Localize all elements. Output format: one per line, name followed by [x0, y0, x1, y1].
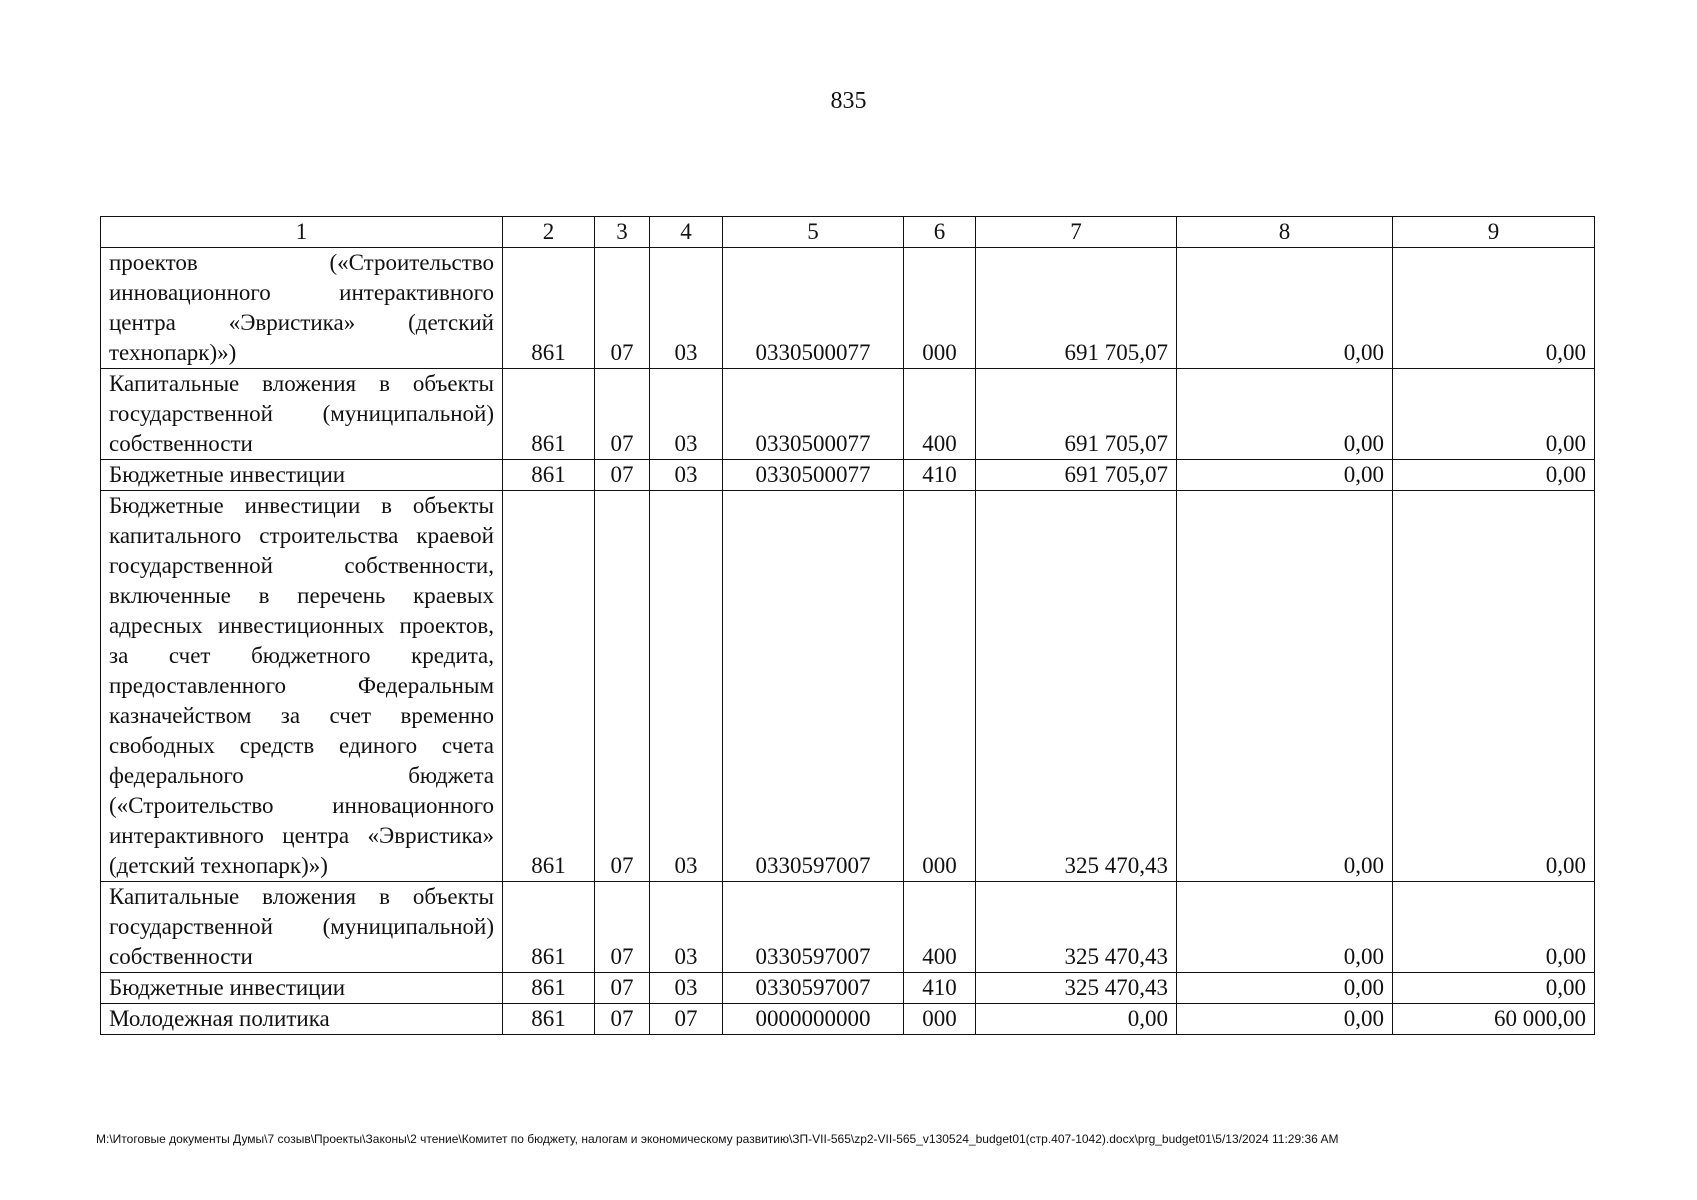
- cell-col8: 0,00: [1177, 369, 1393, 460]
- cell-col7: 0,00: [976, 1004, 1177, 1035]
- cell-col3: 07: [595, 882, 650, 973]
- cell-col6: 410: [904, 973, 976, 1004]
- cell-col9: 0,00: [1393, 491, 1595, 882]
- cell-col3: 07: [595, 491, 650, 882]
- cell-col3: 07: [595, 248, 650, 369]
- cell-col9: 0,00: [1393, 369, 1595, 460]
- row-name: Бюджетные инвестиции: [101, 973, 503, 1004]
- cell-col8: 0,00: [1177, 460, 1393, 491]
- cell-col4: 03: [650, 491, 723, 882]
- cell-col7: 325 470,43: [976, 882, 1177, 973]
- header-cell: 4: [650, 217, 723, 248]
- cell-col2: 861: [503, 248, 595, 369]
- table-row: [101, 1004, 1595, 1035]
- header-cell: 5: [723, 217, 904, 248]
- cell-col5: 0330597007: [723, 973, 904, 1004]
- cell-col5: 0330597007: [723, 491, 904, 882]
- cell-col5: 0330500077: [723, 248, 904, 369]
- cell-col4: 03: [650, 460, 723, 491]
- cell-col9: 0,00: [1393, 882, 1595, 973]
- cell-col6: 000: [904, 491, 976, 882]
- cell-col2: 861: [503, 1004, 595, 1035]
- row-name: Бюджетные инвестиции в объекты капитального строительства краевой государственной собственности, включенные в перечень краевых адресных инвестиционных проектов, за счет бюджетного кредита, предоставленного Федеральным казначейством за счет временно свободных средств единого счета федерального бюджета («Строительство инновационного интерактивного центра «Эвристика» (детский технопарк)»): [101, 491, 503, 882]
- cell-col9: 0,00: [1393, 973, 1595, 1004]
- cell-col4: 03: [650, 973, 723, 1004]
- cell-col5: 0330597007: [723, 882, 904, 973]
- row-name: проектов («Строительство инновационного интерактивного центра «Эвристика» (детский технопарк)»): [101, 248, 503, 369]
- cell-col6: 000: [904, 248, 976, 369]
- cell-col4: 03: [650, 248, 723, 369]
- header-cell: 8: [1177, 217, 1393, 248]
- header-cell: 6: [904, 217, 976, 248]
- table-row: [101, 460, 1595, 491]
- cell-col8: 0,00: [1177, 1004, 1393, 1035]
- row-name: Капитальные вложения в объекты государственной (муниципальной) собственности: [101, 369, 503, 460]
- budget-table: [100, 216, 1595, 1035]
- cell-col2: 861: [503, 460, 595, 491]
- cell-col6: 000: [904, 1004, 976, 1035]
- row-name: Бюджетные инвестиции: [101, 460, 503, 491]
- cell-col2: 861: [503, 491, 595, 882]
- cell-col9: 0,00: [1393, 248, 1595, 369]
- cell-col3: 07: [595, 369, 650, 460]
- cell-col8: 0,00: [1177, 882, 1393, 973]
- cell-col7: 325 470,43: [976, 973, 1177, 1004]
- cell-col9: 60 000,00: [1393, 1004, 1595, 1035]
- cell-col8: 0,00: [1177, 248, 1393, 369]
- cell-col7: 325 470,43: [976, 491, 1177, 882]
- table-row: [101, 973, 1595, 1004]
- header-cell: 7: [976, 217, 1177, 248]
- header-cell: 1: [101, 217, 503, 248]
- cell-col2: 861: [503, 882, 595, 973]
- cell-col7: 691 705,07: [976, 248, 1177, 369]
- header-cell: 3: [595, 217, 650, 248]
- cell-col6: 410: [904, 460, 976, 491]
- cell-col7: 691 705,07: [976, 460, 1177, 491]
- header-row: [101, 217, 1595, 248]
- cell-col4: 07: [650, 1004, 723, 1035]
- cell-col5: 0330500077: [723, 369, 904, 460]
- cell-col6: 400: [904, 882, 976, 973]
- cell-col3: 07: [595, 1004, 650, 1035]
- cell-col7: 691 705,07: [976, 369, 1177, 460]
- table-row: [101, 248, 1595, 369]
- cell-col5: 0330500077: [723, 460, 904, 491]
- header-cell: 2: [503, 217, 595, 248]
- page-number: 835: [830, 88, 867, 114]
- cell-col4: 03: [650, 882, 723, 973]
- row-name: Молодежная политика: [101, 1004, 503, 1035]
- table-row: [101, 491, 1595, 882]
- cell-col3: 07: [595, 460, 650, 491]
- row-name: Капитальные вложения в объекты государственной (муниципальной) собственности: [101, 882, 503, 973]
- table-row: [101, 882, 1595, 973]
- header-cell: 9: [1393, 217, 1595, 248]
- cell-col3: 07: [595, 973, 650, 1004]
- file-path-footer: M:\Итоговые документы Думы\7 созыв\Проекты\Законы\2 чтение\Комитет по бюджету, налогам и экономическому развитию\ЗП-VII-565\zp2-VII-565_v130524_budget01(стр.407-1042).docx\prg_budget01\5/13/2024 11:29:36 AM: [96, 1132, 1339, 1146]
- cell-col9: 0,00: [1393, 460, 1595, 491]
- cell-col8: 0,00: [1177, 973, 1393, 1004]
- cell-col5: 0000000000: [723, 1004, 904, 1035]
- table-row: [101, 369, 1595, 460]
- cell-col2: 861: [503, 369, 595, 460]
- cell-col6: 400: [904, 369, 976, 460]
- cell-col8: 0,00: [1177, 491, 1393, 882]
- cell-col2: 861: [503, 973, 595, 1004]
- cell-col4: 03: [650, 369, 723, 460]
